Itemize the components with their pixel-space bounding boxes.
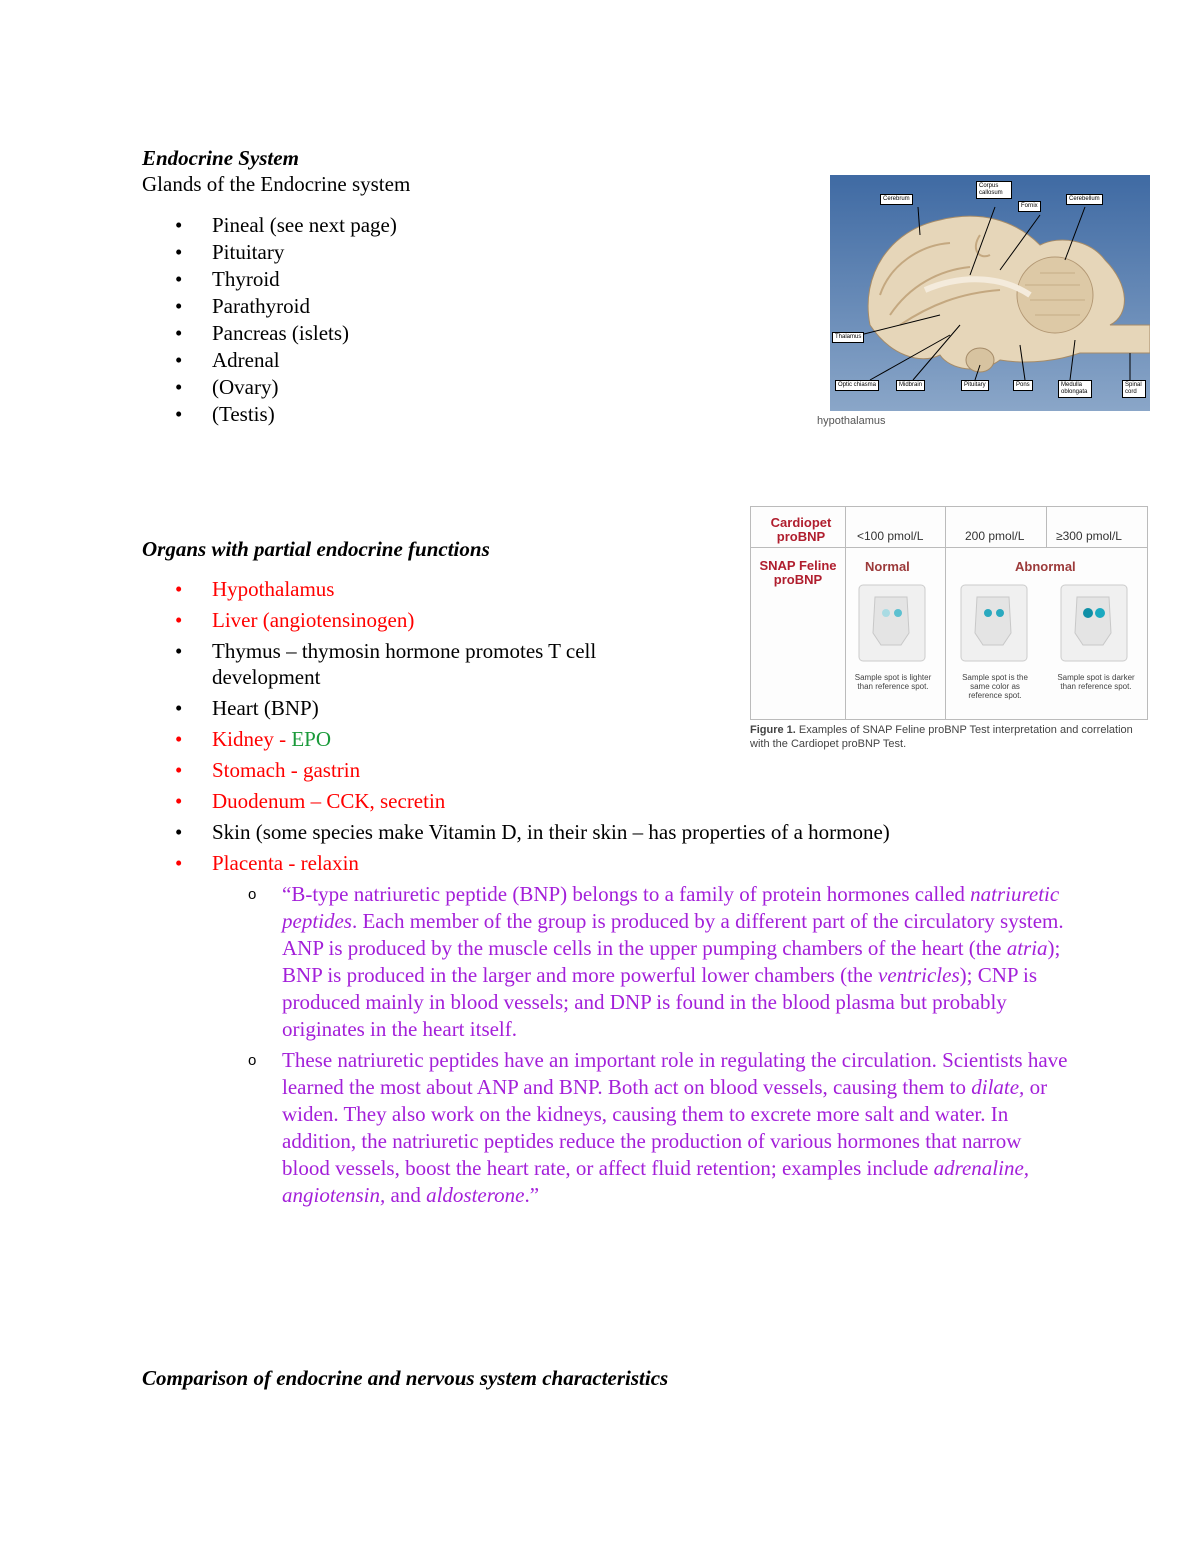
section-title-endocrine-system: Endocrine System	[142, 146, 299, 170]
spot-text-lighter: Sample spot is lighter than reference spot.	[854, 673, 932, 691]
snap-figure	[750, 506, 1148, 720]
normal-label: Normal	[865, 559, 910, 574]
spot-text-same: Sample spot is the same color as reference spot.	[962, 673, 1028, 700]
list-item: • Placenta - relaxin	[142, 850, 1002, 876]
label-pons: Pons	[1013, 380, 1033, 391]
label-pituitary: Pituitary	[961, 380, 989, 391]
list-item: • Liver (angiotensinogen)	[142, 607, 1002, 633]
list-item: • Heart (BNP)	[142, 695, 1002, 721]
list-item: • Skin (some species make Vitamin D, in their skin – has properties of a hormone)	[142, 819, 1002, 845]
list-item: • Stomach - gastrin	[142, 757, 1002, 783]
snap-test-devices	[857, 583, 1147, 665]
glands-subtitle: Glands of the Endocrine system	[142, 172, 411, 196]
epo-text: EPO	[291, 727, 332, 751]
list-item: • Pineal (see next page)	[142, 212, 642, 239]
cardiopet-label: Cardiopet proBNP	[770, 515, 832, 544]
range-high: ≥300 pmol/L	[1056, 529, 1122, 543]
label-cerebellum: Cerebellum	[1066, 194, 1103, 205]
list-item: • Pancreas (islets)	[142, 320, 642, 347]
sub-bullet-marker: o	[248, 1052, 257, 1069]
label-corpus-callosum: Corpus callosum	[976, 181, 1012, 199]
list-item: • Hypothalamus	[142, 576, 1002, 602]
brain-figure	[830, 175, 1150, 411]
snap-device-normal	[859, 585, 925, 661]
snap-feline-label: SNAP Feline proBNP	[759, 558, 837, 587]
list-item: • (Ovary)	[142, 374, 642, 401]
label-fornix: Fornix	[1018, 201, 1041, 212]
label-optic-chiasma: Optic chiasma	[835, 380, 879, 391]
list-item: • Pituitary	[142, 239, 642, 266]
list-item: • Thymus – thymosin hormone promotes T cell development	[142, 638, 652, 690]
label-midbrain: Midbrain	[896, 380, 925, 391]
label-spinal-cord: Spinal cord	[1122, 380, 1146, 398]
brain-figure-caption: hypothalamus	[817, 415, 886, 427]
list-item: • Kidney - EPO	[142, 726, 1002, 752]
glands-list	[142, 212, 642, 428]
section-title-partial-endocrine: Organs with partial endocrine functions	[142, 537, 490, 561]
spot-text-darker: Sample spot is darker than reference spot.	[1057, 673, 1135, 691]
range-mid: 200 pmol/L	[965, 529, 1025, 543]
label-thalamus: Thalamus	[832, 332, 864, 343]
bnp-quote-paragraph-2: o These natriuretic peptides have an important role in regulating the circulation. Scientists have learned the most about ANP and BNP. Both act on blood vessels, causing them to dilate, or widen. They also work on the kidneys, causing them to excrete more salt and water. In addition, the natriuretic peptides reduce the production of various hormones that narrow blood vessels, boost the heart rate, or affect fluid retention; examples include adrenaline, angiotensin, and aldosterone.”	[248, 1048, 1068, 1207]
snap-device-darker	[1061, 585, 1127, 661]
abnormal-label: Abnormal	[1015, 559, 1076, 574]
list-item: • Parathyroid	[142, 293, 642, 320]
range-low: <100 pmol/L	[857, 529, 924, 543]
snap-figure-caption: Figure 1. Examples of SNAP Feline proBNP Test interpretation and correlation with the Cardiopet proBNP Test.	[750, 724, 1133, 750]
bnp-quote-list	[248, 881, 1072, 1209]
section-title-comparison: Comparison of endocrine and nervous system characteristics	[142, 1366, 669, 1390]
snap-device-same	[961, 585, 1027, 661]
label-cerebrum: Cerebrum	[880, 194, 913, 205]
list-item: • Adrenal	[142, 347, 642, 374]
brain-illustration	[830, 175, 1150, 411]
bnp-quote-paragraph-1: o “B-type natriuretic peptide (BNP) belongs to a family of protein hormones called natriuretic peptides. Each member of the group is produced by a different part of the circulatory system. ANP is produced by the muscle cells in the upper pumping chambers of the heart (the atria); BNP is produced in the larger and more powerful lower chambers (the ventricles); CNP is produced mainly in blood vessels; and DNP is found in the blood plasma but probably originates in the heart itself.	[248, 882, 1064, 1041]
sub-bullet-marker: o	[248, 886, 257, 903]
list-item: • (Testis)	[142, 401, 642, 428]
list-item: • Thyroid	[142, 266, 642, 293]
label-medulla-oblongata: Medulla oblongata	[1058, 380, 1092, 398]
list-item: • Duodenum – CCK, secretin	[142, 788, 1002, 814]
